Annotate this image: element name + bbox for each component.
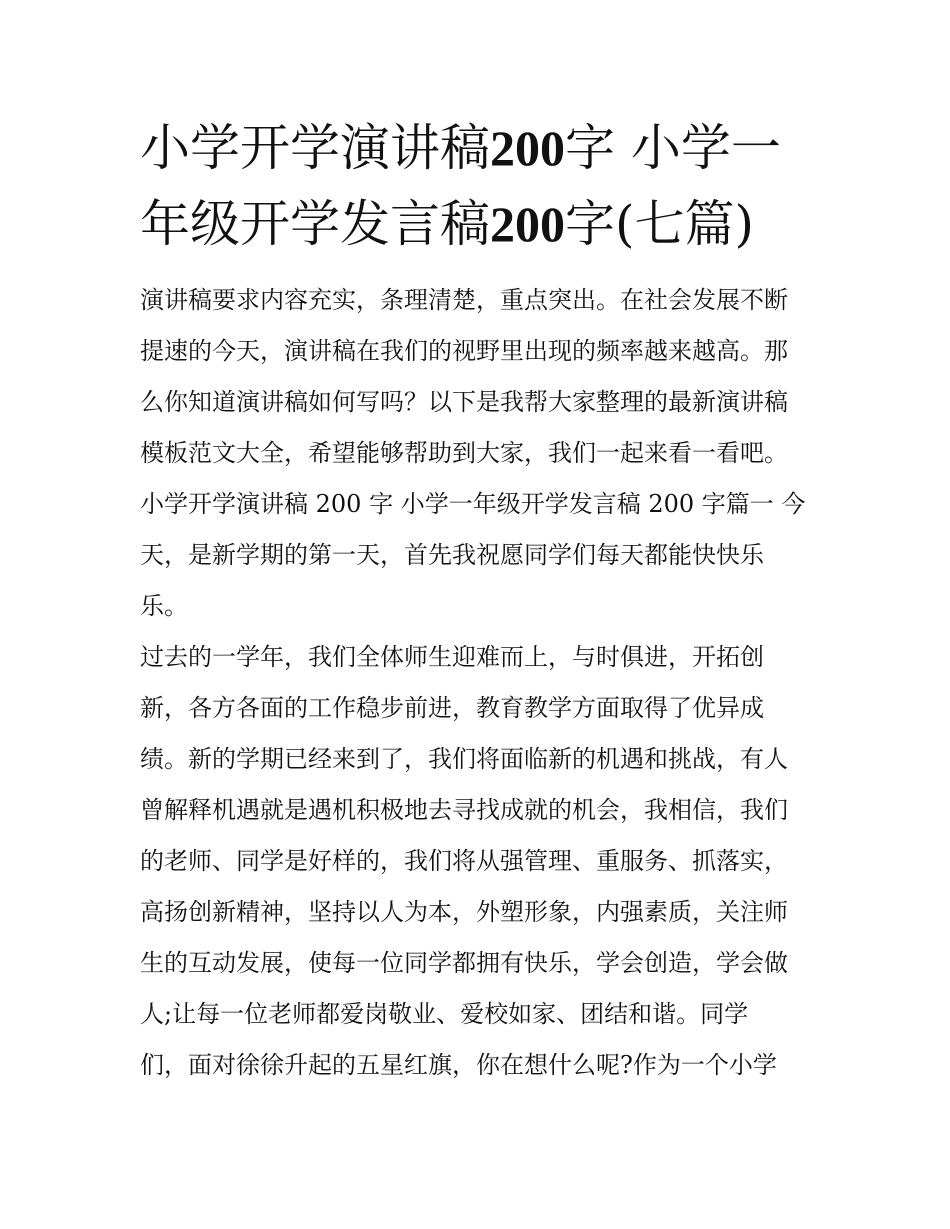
text-line: 绩。新的学期已经来到了，我们将面临新的机遇和挑战，有人 xyxy=(140,745,788,773)
title-text: 字 小学一 xyxy=(565,119,781,177)
paragraph-body xyxy=(140,632,820,1091)
text-line: 过去的一学年，我们全体师生迎难而上，与时俱进，开拓创 xyxy=(140,643,764,671)
text-line: 生的互动发展，使每一位同学都拥有快乐，学会创造，学会做 xyxy=(140,949,788,977)
title-line-2 xyxy=(140,186,820,262)
text-line: 提速的今天，演讲稿在我们的视野里出现的频率越来越高。那 xyxy=(140,337,788,365)
paragraph-intro xyxy=(140,275,820,632)
text-line: 曾解释机遇就是遇机积极地去寻找成就的机会，我相信，我们 xyxy=(140,796,788,824)
text-line: 乐。 xyxy=(140,592,188,620)
title-line-1 xyxy=(140,110,820,186)
title-text: 年级开学发言稿 xyxy=(140,195,490,253)
text-line: 演讲稿要求内容充实，条理清楚，重点突出。在社会发展不断 xyxy=(140,286,788,314)
text-line: 人;让每一位老师都爱岗敬业、爱校如家、团结和谐。同学 xyxy=(140,1000,749,1028)
text-line: 的老师、同学是好样的，我们将从强管理、重服务、抓落实， xyxy=(140,847,788,875)
title-number: 200 xyxy=(490,196,565,252)
document-title xyxy=(140,110,820,262)
text-line: 模板范文大全，希望能够帮助到大家，我们一起来看一看吧。 xyxy=(140,439,788,467)
title-text: 字(七篇) xyxy=(565,195,755,253)
title-text: 小学开学演讲稿 xyxy=(140,119,490,177)
text-line: 天，是新学期的第一天，首先我祝愿同学们每天都能快快乐 xyxy=(140,541,764,569)
title-number: 200 xyxy=(490,120,565,176)
text-line: 小学开学演讲稿 200 字 小学一年级开学发言稿 200 字篇一 今 xyxy=(140,490,806,518)
text-line: 么你知道演讲稿如何写吗？以下是我帮大家整理的最新演讲稿 xyxy=(140,388,788,416)
text-line: 新，各方各面的工作稳步前进，教育教学方面取得了优异成 xyxy=(140,694,764,722)
text-line: 高扬创新精神，坚持以人为本，外塑形象，内强素质，关注师 xyxy=(140,898,788,926)
text-line: 们，面对徐徐升起的五星红旗，你在想什么呢?作为一个小学 xyxy=(140,1051,777,1079)
